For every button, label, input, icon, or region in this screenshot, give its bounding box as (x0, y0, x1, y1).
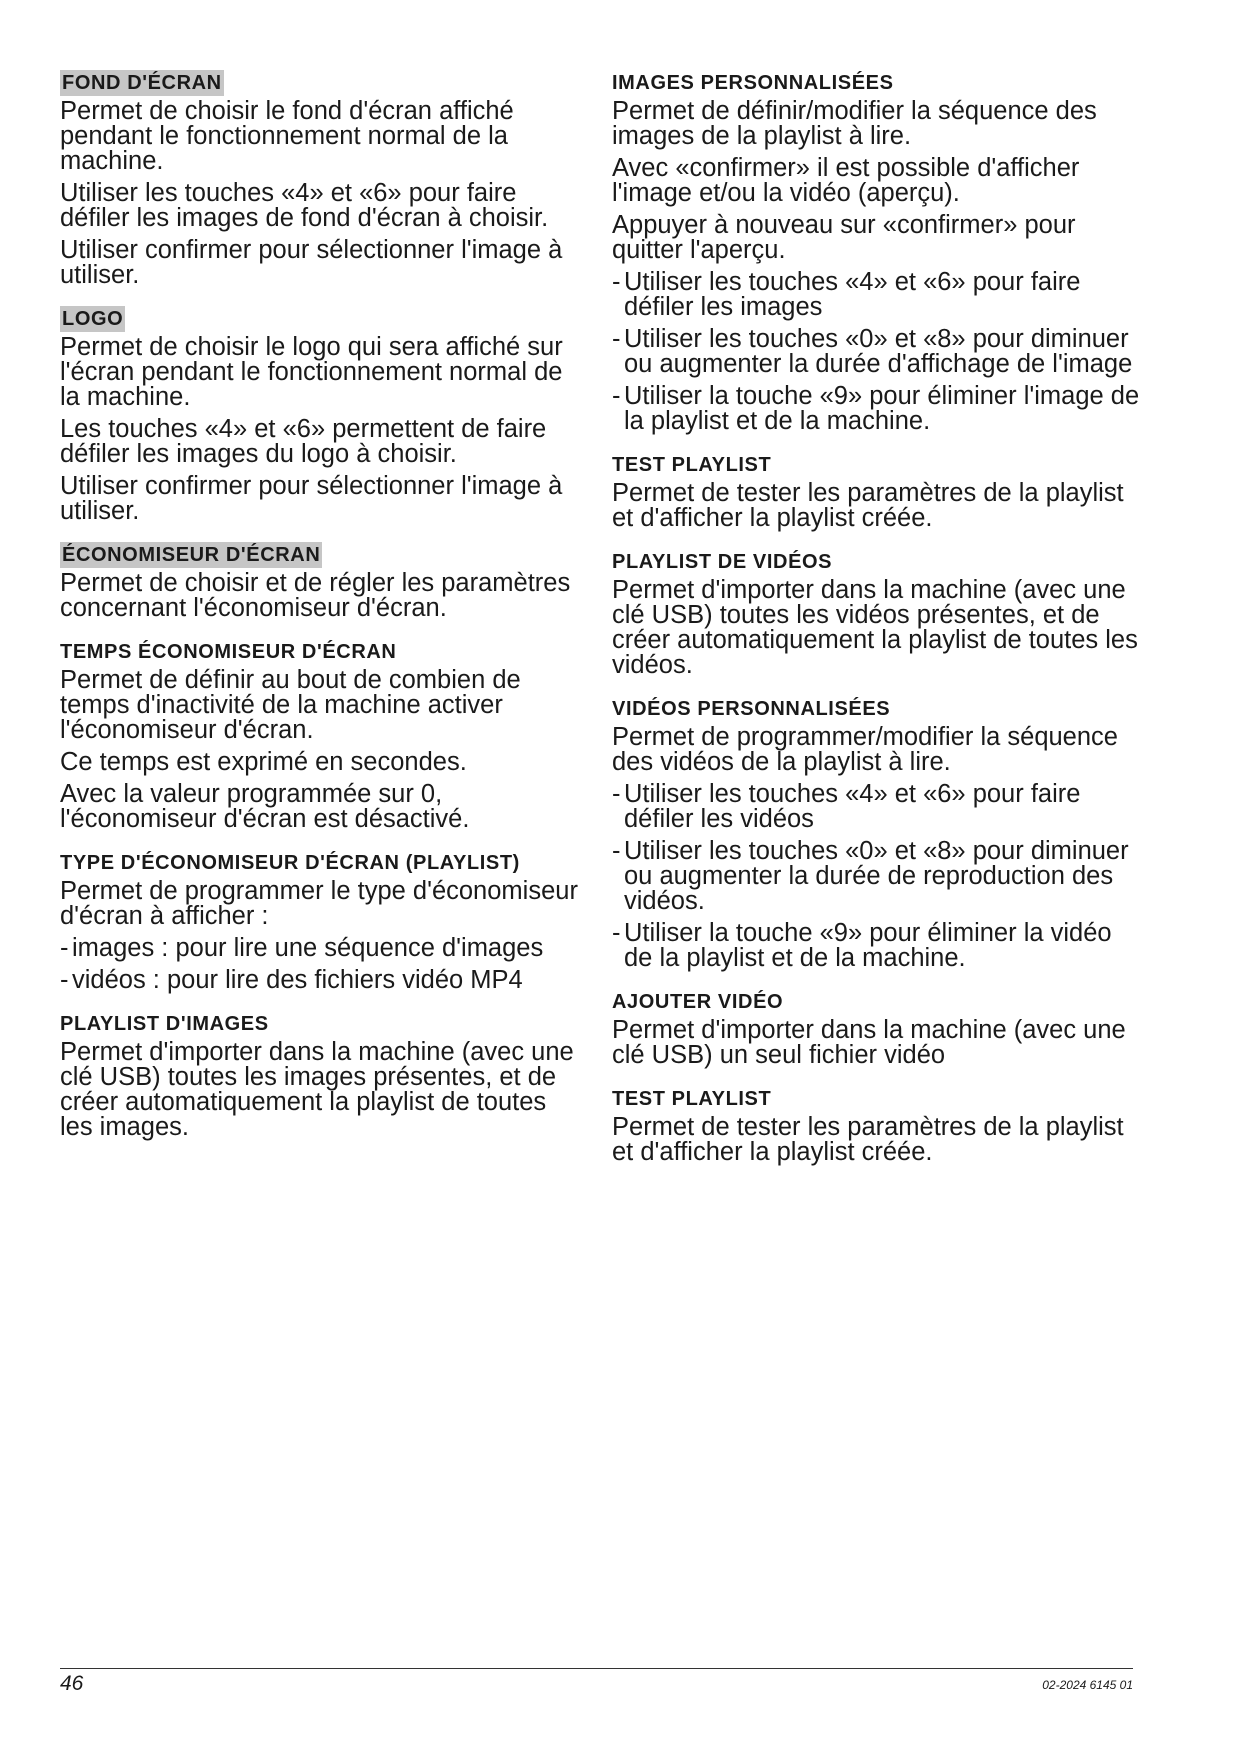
list-item-text: Utiliser la touche «9» pour éliminer la vidéo de la playlist et de la machine. (624, 919, 1112, 972)
list-bullet: - (612, 325, 621, 353)
list-item (612, 270, 1142, 320)
paragraph: Avec la valeur programmée sur 0, l'économiseur d'écran est désactivé. (60, 780, 470, 833)
paragraph: Permet de choisir le fond d'écran affiché pendant le fonctionnement normal de la machine. (60, 97, 514, 175)
paragraph: Permet de choisir et de régler les paramètres concernant l'économiseur d'écran. (60, 569, 571, 622)
paragraph: Utiliser les touches «4» et «6» pour faire défiler les images de fond d'écran à choisir. (60, 179, 549, 232)
paragraph: Utiliser confirmer pour sélectionner l'image à utiliser. (60, 236, 563, 289)
section-heading: PLAYLIST DE VIDÉOS (612, 551, 833, 573)
list-item-text: images : pour lire une séquence d'images (72, 934, 544, 962)
paragraph: Permet d'importer dans la machine (avec une clé USB) un seul fichier vidéo (612, 1016, 1126, 1069)
section-heading: LOGO (62, 308, 124, 330)
section-playlist-de-videos (612, 549, 1142, 678)
section-heading: ÉCONOMISEUR D'ÉCRAN (62, 544, 321, 566)
paragraph: Permet de tester les paramètres de la playlist et d'afficher la playlist créée. (612, 479, 1124, 532)
section-temps-economiseur-d-ecran (60, 639, 580, 832)
list-item-text: Utiliser les touches «4» et «6» pour faire défiler les vidéos (624, 780, 1081, 833)
list-item (612, 839, 1142, 914)
list-bullet: - (60, 934, 69, 962)
right-column (612, 70, 1142, 1183)
section-heading: TYPE D'ÉCONOMISEUR D'ÉCRAN (PLAYLIST) (60, 852, 520, 874)
paragraph: Les touches «4» et «6» permettent de faire défiler les images du logo à choisir. (60, 415, 547, 468)
section-type-d-economiseur-d-ecran-playlist (60, 850, 580, 993)
list-bullet: - (612, 268, 621, 296)
left-column (60, 70, 580, 1158)
list-item (612, 384, 1142, 434)
paragraph: Appuyer à nouveau sur «confirmer» pour quitter l'aperçu. (612, 211, 1076, 264)
list-item (612, 921, 1142, 971)
list-bullet: - (612, 919, 621, 947)
section-heading: IMAGES PERSONNALISÉES (612, 72, 894, 94)
list-bullet: - (612, 780, 621, 808)
paragraph: Permet d'importer dans la machine (avec une clé USB) toutes les vidéos présentes, et de créer automatiquement la playlist de toutes les vidéos. (612, 576, 1138, 679)
paragraph: Avec «confirmer» il est possible d'afficher l'image et/ou la vidéo (aperçu). (612, 154, 1080, 207)
list-item-text: Utiliser la touche «9» pour éliminer l'image de la playlist et de la machine. (624, 382, 1140, 435)
paragraph: Permet de programmer/modifier la séquence des vidéos de la playlist à lire. (612, 723, 1118, 776)
list-item-text: Utiliser les touches «4» et «6» pour faire défiler les images (624, 268, 1081, 321)
paragraph: Ce temps est exprimé en secondes. (60, 748, 467, 776)
section-ajouter-video (612, 989, 1142, 1068)
paragraph: Permet de tester les paramètres de la playlist et d'afficher la playlist créée. (612, 1113, 1124, 1166)
list-item (612, 327, 1142, 377)
document-reference: 02-2024 6145 01 (1042, 1678, 1133, 1692)
list-item (60, 968, 580, 993)
list-item-text: Utiliser les touches «0» et «8» pour diminuer ou augmenter la durée de reproduction des vidéos. (624, 837, 1129, 915)
section-heading: FOND D'ÉCRAN (62, 72, 222, 94)
section-heading: AJOUTER VIDÉO (612, 991, 784, 1013)
section-heading: TEST PLAYLIST (612, 454, 772, 476)
list-item-text: Utiliser les touches «0» et «8» pour diminuer ou augmenter la durée d'affichage de l'image (624, 325, 1133, 378)
section-logo (60, 306, 580, 524)
list-bullet: - (60, 966, 69, 994)
section-test-playlist (612, 1086, 1142, 1165)
list-item-text: vidéos : pour lire des fichiers vidéo MP4 (72, 966, 523, 994)
section-heading: PLAYLIST D'IMAGES (60, 1013, 269, 1035)
list-bullet: - (612, 382, 621, 410)
list-bullet: - (612, 837, 621, 865)
section-heading: VIDÉOS PERSONNALISÉES (612, 698, 891, 720)
paragraph: Permet de définir au bout de combien de temps d'inactivité de la machine activer l'économiseur d'écran. (60, 666, 521, 744)
page-number: 46 (60, 1672, 84, 1695)
section-playlist-d-images (60, 1011, 580, 1140)
section-heading: TEMPS ÉCONOMISEUR D'ÉCRAN (60, 641, 397, 663)
paragraph: Permet d'importer dans la machine (avec une clé USB) toutes les images présentes, et de créer automatiquement la playlist de toutes les images. (60, 1038, 574, 1141)
section-test-playlist (612, 452, 1142, 531)
paragraph: Permet de choisir le logo qui sera affiché sur l'écran pendant le fonctionnement normal de la machine. (60, 333, 563, 411)
list-item (60, 936, 580, 961)
section-videos-personnalisees (612, 696, 1142, 971)
section-economiseur-d-ecran (60, 542, 580, 621)
footer-divider (60, 1668, 1133, 1669)
paragraph: Permet de définir/modifier la séquence des images de la playlist à lire. (612, 97, 1097, 150)
paragraph: Utiliser confirmer pour sélectionner l'image à utiliser. (60, 472, 563, 525)
paragraph: Permet de programmer le type d'économiseur d'écran à afficher : (60, 877, 578, 930)
section-heading: TEST PLAYLIST (612, 1088, 772, 1110)
section-fond-d-ecran (60, 70, 580, 288)
list-item (612, 782, 1142, 832)
section-images-personnalisees (612, 70, 1142, 434)
